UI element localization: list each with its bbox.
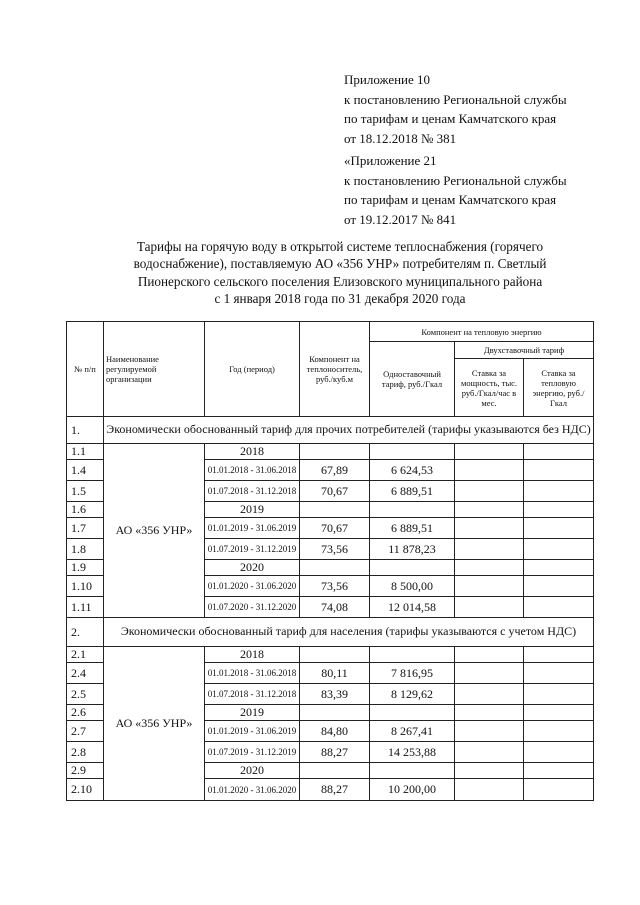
row-number: 1.1 bbox=[67, 444, 104, 460]
single-rate-value: 8 129,62 bbox=[370, 684, 455, 705]
heat-rate-value bbox=[524, 705, 594, 721]
period-cell: 01.01.2019 - 31.06.2019 bbox=[205, 721, 300, 742]
heat-rate-value bbox=[524, 684, 594, 705]
water-component-value: 73,56 bbox=[300, 539, 370, 560]
heat-rate-value bbox=[524, 460, 594, 481]
row-number: 2.8 bbox=[67, 742, 104, 763]
section-title: Экономически обоснованный тариф для населения (тарифы указываются с учетом НДС) bbox=[104, 618, 594, 647]
row-number: 2.1 bbox=[67, 647, 104, 663]
title-line: водоснабжение), поставляемую АО «356 УНР» потребителям п. Светлый bbox=[133, 256, 547, 272]
water-component-value: 74,08 bbox=[300, 597, 370, 618]
water-component-value: 88,27 bbox=[300, 779, 370, 801]
water-component-value: 70,67 bbox=[300, 518, 370, 539]
row-number: 1.8 bbox=[67, 539, 104, 560]
capacity-rate-value bbox=[455, 597, 524, 618]
year-cell: 2019 bbox=[205, 705, 300, 721]
header-year: Год (период) bbox=[205, 322, 300, 417]
row-number: 1.11 bbox=[67, 597, 104, 618]
single-rate-value bbox=[370, 560, 455, 576]
table-row bbox=[67, 444, 594, 460]
period-cell: 01.01.2019 - 31.06.2019 bbox=[205, 518, 300, 539]
water-component-value: 80,11 bbox=[300, 663, 370, 684]
period-cell: 01.01.2018 - 31.06.2018 bbox=[205, 460, 300, 481]
title-line: Пионерского сельского поселения Елизовского муниципального района bbox=[137, 273, 543, 289]
header-heat-rate: Ставка за тепловую энергию, руб./Гкал bbox=[524, 359, 594, 417]
row-number: 1.7 bbox=[67, 518, 104, 539]
single-rate-value bbox=[370, 502, 455, 518]
period-cell: 01.01.2020 - 31.06.2020 bbox=[205, 576, 300, 597]
capacity-rate-value bbox=[455, 444, 524, 460]
heat-rate-value bbox=[524, 444, 594, 460]
tariff-table bbox=[66, 321, 594, 801]
single-rate-value: 6 624,53 bbox=[370, 460, 455, 481]
heat-rate-value bbox=[524, 560, 594, 576]
single-rate-value: 11 878,23 bbox=[370, 539, 455, 560]
appendix-line: от 18.12.2018 № 381 bbox=[344, 130, 457, 146]
header-num: № п/п bbox=[67, 322, 104, 417]
single-rate-value: 8 267,41 bbox=[370, 721, 455, 742]
appendix-line: по тарифам и ценам Камчатского края bbox=[344, 192, 557, 207]
row-number: 1.10 bbox=[67, 576, 104, 597]
heat-rate-value bbox=[524, 721, 594, 742]
capacity-rate-value bbox=[455, 560, 524, 576]
water-component-value: 84,80 bbox=[300, 721, 370, 742]
single-rate-value: 6 889,51 bbox=[370, 518, 455, 539]
organization-name: АО «356 УНР» bbox=[104, 444, 205, 618]
capacity-rate-value bbox=[455, 705, 524, 721]
single-rate-value: 10 200,00 bbox=[370, 779, 455, 801]
capacity-rate-value bbox=[455, 742, 524, 763]
row-number: 1.9 bbox=[67, 560, 104, 576]
water-component-value: 73,56 bbox=[300, 576, 370, 597]
row-number: 1.6 bbox=[67, 502, 104, 518]
year-cell: 2020 bbox=[205, 560, 300, 576]
organization-name: АО «356 УНР» bbox=[104, 647, 205, 801]
period-cell: 01.07.2019 - 31.12.2019 bbox=[205, 539, 300, 560]
header-water: Компонент на теплоноситель, руб./куб.м bbox=[300, 322, 370, 417]
appendix-21-header bbox=[344, 151, 567, 229]
row-number: 2.10 bbox=[67, 779, 104, 801]
capacity-rate-value bbox=[455, 684, 524, 705]
year-cell: 2018 bbox=[205, 647, 300, 663]
year-cell: 2019 bbox=[205, 502, 300, 518]
period-cell: 01.01.2018 - 31.06.2018 bbox=[205, 663, 300, 684]
single-rate-value bbox=[370, 444, 455, 460]
row-number: 1.5 bbox=[67, 481, 104, 502]
appendix-line: по тарифам и ценам Камчатского края bbox=[344, 111, 557, 126]
period-cell: 01.07.2020 - 31.12.2020 bbox=[205, 597, 300, 618]
water-component-value: 88,27 bbox=[300, 742, 370, 763]
section-row bbox=[67, 618, 594, 647]
water-component-value bbox=[300, 647, 370, 663]
row-number: 2.6 bbox=[67, 705, 104, 721]
appendix-line: к постановлению Региональной службы bbox=[344, 91, 567, 107]
heat-rate-value bbox=[524, 481, 594, 502]
section-title: Экономически обоснованный тариф для прочих потребителей (тарифы указываются без НДС) bbox=[104, 417, 594, 444]
water-component-value: 67,89 bbox=[300, 460, 370, 481]
period-cell: 01.07.2018 - 31.12.2018 bbox=[205, 481, 300, 502]
year-cell: 2020 bbox=[205, 763, 300, 779]
capacity-rate-value bbox=[455, 763, 524, 779]
capacity-rate-value bbox=[455, 481, 524, 502]
capacity-rate-value bbox=[455, 663, 524, 684]
year-cell: 2018 bbox=[205, 444, 300, 460]
heat-rate-value bbox=[524, 502, 594, 518]
single-rate-value: 12 014,58 bbox=[370, 597, 455, 618]
row-number: 2.4 bbox=[67, 663, 104, 684]
period-cell: 01.01.2020 - 31.06.2020 bbox=[205, 779, 300, 801]
capacity-rate-value bbox=[455, 721, 524, 742]
capacity-rate-value bbox=[455, 502, 524, 518]
single-rate-value: 7 816,95 bbox=[370, 663, 455, 684]
table-row bbox=[67, 647, 594, 663]
row-number: 2.5 bbox=[67, 684, 104, 705]
row-number: 1.4 bbox=[67, 460, 104, 481]
single-rate-value bbox=[370, 763, 455, 779]
row-number: 2.7 bbox=[67, 721, 104, 742]
header-single-rate: Одноставочный тариф, руб./Гкал bbox=[370, 342, 455, 417]
document-title bbox=[80, 238, 600, 307]
heat-rate-value bbox=[524, 779, 594, 801]
single-rate-value: 6 889,51 bbox=[370, 481, 455, 502]
header-org: Наименование регулируемой организации bbox=[104, 322, 205, 417]
water-component-value bbox=[300, 560, 370, 576]
water-component-value: 83,39 bbox=[300, 684, 370, 705]
capacity-rate-value bbox=[455, 576, 524, 597]
water-component-value bbox=[300, 763, 370, 779]
appendix-line: от 19.12.2017 № 841 bbox=[344, 211, 457, 227]
row-number: 2.9 bbox=[67, 763, 104, 779]
capacity-rate-value bbox=[455, 460, 524, 481]
title-line: с 1 января 2018 года по 31 декабря 2020 года bbox=[214, 290, 466, 306]
period-cell: 01.07.2019 - 31.12.2019 bbox=[205, 742, 300, 763]
water-component-value: 70,67 bbox=[300, 481, 370, 502]
capacity-rate-value bbox=[455, 518, 524, 539]
header-capacity-rate: Ставка за мощность, тыс. руб./Гкал/час в мес. bbox=[455, 359, 524, 417]
heat-rate-value bbox=[524, 518, 594, 539]
heat-rate-value bbox=[524, 763, 594, 779]
single-rate-value bbox=[370, 647, 455, 663]
heat-rate-value bbox=[524, 597, 594, 618]
header-two-part: Двухставочный тариф bbox=[455, 342, 594, 359]
single-rate-value bbox=[370, 705, 455, 721]
water-component-value bbox=[300, 705, 370, 721]
section-row bbox=[67, 417, 594, 444]
period-cell: 01.07.2018 - 31.12.2018 bbox=[205, 684, 300, 705]
appendix-line: Приложение 10 bbox=[344, 72, 431, 87]
appendix-line: «Приложение 21 bbox=[344, 153, 437, 168]
capacity-rate-value bbox=[455, 539, 524, 560]
heat-rate-value bbox=[524, 647, 594, 663]
appendix-10-header bbox=[344, 70, 567, 148]
water-component-value bbox=[300, 444, 370, 460]
single-rate-value: 14 253,88 bbox=[370, 742, 455, 763]
title-line: Тарифы на горячую воду в открытой системе теплоснабжения (горячего bbox=[136, 239, 544, 254]
capacity-rate-value bbox=[455, 779, 524, 801]
heat-rate-value bbox=[524, 742, 594, 763]
water-component-value bbox=[300, 502, 370, 518]
appendix-line: к постановлению Региональной службы bbox=[344, 172, 567, 188]
heat-rate-value bbox=[524, 663, 594, 684]
heat-rate-value bbox=[524, 576, 594, 597]
single-rate-value: 8 500,00 bbox=[370, 576, 455, 597]
section-number: 1. bbox=[67, 417, 104, 444]
heat-rate-value bbox=[524, 539, 594, 560]
capacity-rate-value bbox=[455, 647, 524, 663]
header-energy: Компонент на тепловую энергию bbox=[370, 322, 594, 342]
section-number: 2. bbox=[67, 618, 104, 647]
